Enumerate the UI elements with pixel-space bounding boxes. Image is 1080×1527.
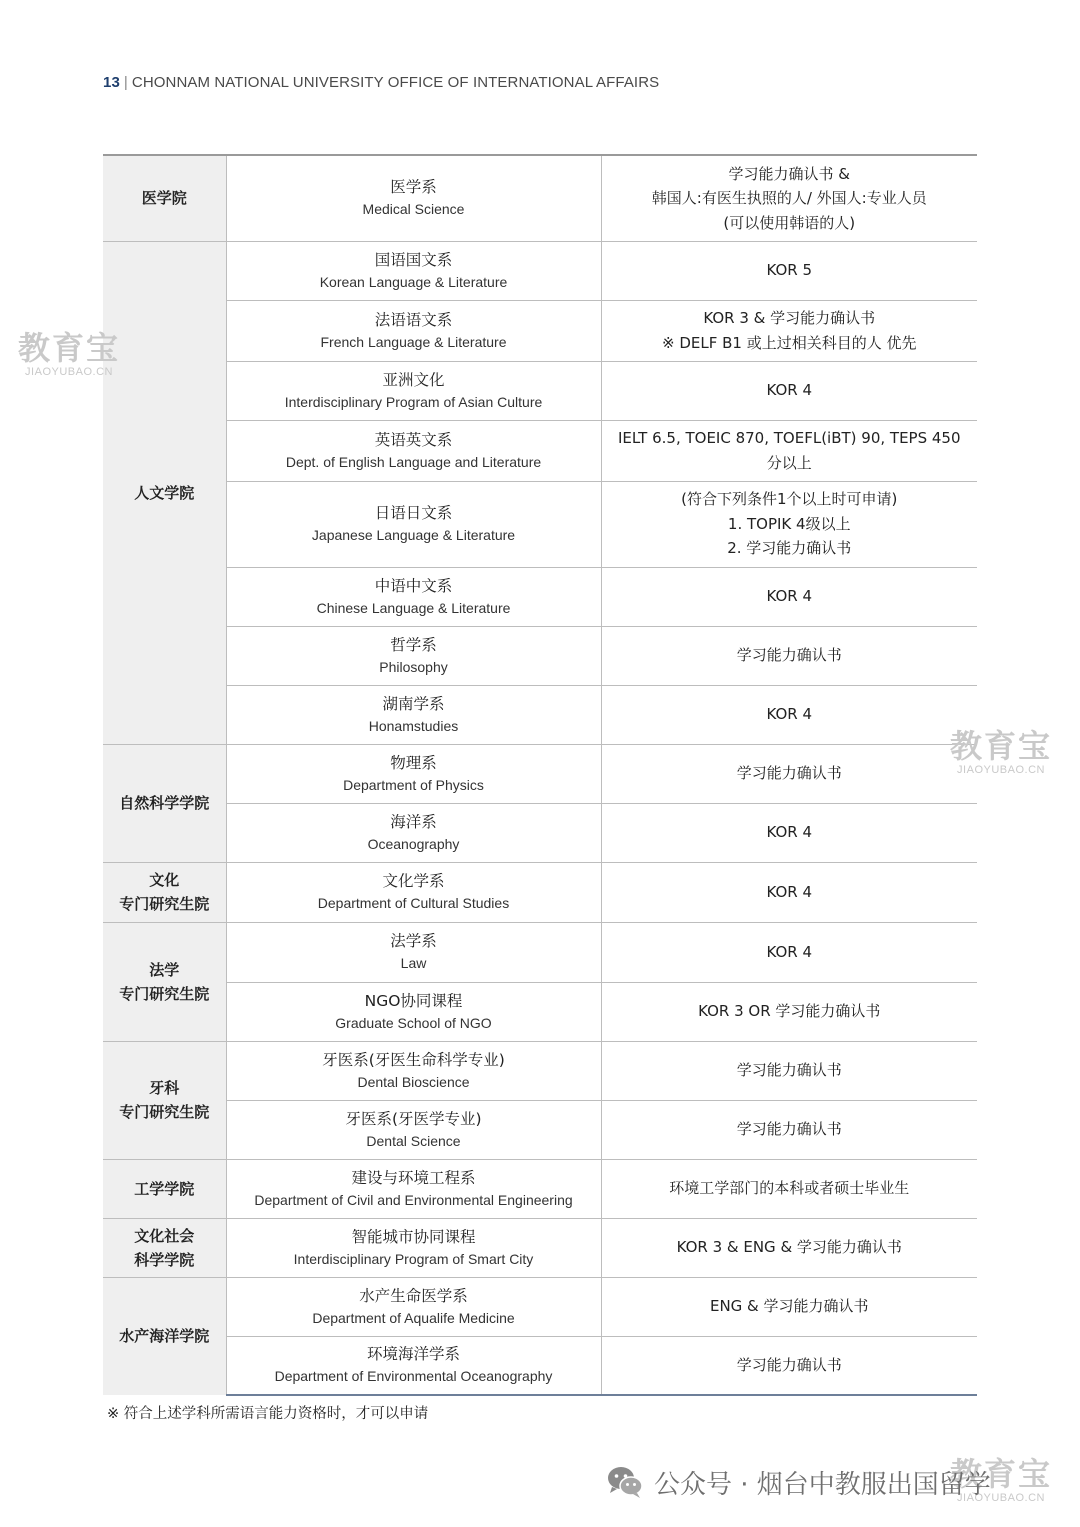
requirement-cell	[601, 567, 977, 626]
department-cell	[226, 982, 601, 1041]
department-name-en: Dental Science	[366, 1132, 461, 1149]
college-name-line: 专门研究生院	[119, 895, 210, 913]
requirement-line: 1. TOPIK 4级以上	[727, 514, 851, 533]
requirement-cell	[601, 803, 977, 862]
requirement-cell	[601, 481, 977, 567]
department-name-zh: 哲学系	[390, 635, 437, 654]
department-name-en: Department of Civil and Environmental Engineering	[254, 1191, 573, 1208]
department-cell	[226, 685, 601, 744]
college-name	[103, 1218, 226, 1277]
college-name	[103, 1159, 226, 1218]
department-name-zh: 国语国文系	[374, 250, 453, 269]
college-name-line: 文化	[149, 871, 180, 889]
college-name-line: 医学院	[141, 189, 187, 208]
requirement-cell	[601, 300, 977, 361]
college-name-line: 法学	[149, 960, 180, 979]
requirement-line: KOR 4	[766, 823, 813, 842]
requirement-line: KOR 4	[766, 882, 813, 901]
requirement-line: (可以使用韩语的人)	[723, 213, 856, 232]
department-name-zh: 医学系	[390, 178, 437, 197]
requirement-cell	[601, 685, 977, 744]
wechat-label: 公众号 · 烟台中教服出国留学	[654, 1469, 991, 1500]
department-cell	[226, 803, 601, 862]
college-name-line: 专门研究生院	[119, 1103, 210, 1121]
department-name-en: French Language & Literature	[320, 333, 507, 350]
college-name	[103, 1041, 226, 1159]
department-name-en: Japanese Language & Literature	[311, 527, 516, 543]
page-header	[103, 74, 659, 91]
department-cell	[226, 744, 601, 803]
college-name-line: 水产海洋学院	[119, 1327, 210, 1346]
requirement-cell	[601, 1336, 977, 1395]
college-name-line: 工学学院	[134, 1179, 195, 1198]
table-row	[103, 1218, 977, 1277]
table-row	[103, 803, 977, 862]
table-row	[103, 241, 977, 300]
requirement-line: KOR 4	[766, 942, 813, 961]
watermark-text: 教育宝	[18, 329, 121, 367]
table-row	[103, 361, 977, 420]
requirement-cell	[601, 241, 977, 300]
department-name-en: Department of Environmental Oceanography	[274, 1368, 553, 1385]
requirement-line: KOR 3 & ENG & 学习能力确认书	[676, 1238, 902, 1257]
department-name-en: Department of Physics	[343, 776, 484, 793]
department-name-zh: 湖南学系	[382, 694, 445, 713]
table-row	[103, 420, 977, 481]
college-name	[103, 922, 226, 1041]
department-name-zh: 环境海洋学系	[366, 1345, 460, 1364]
requirement-line: 韩国人:有医生执照的人/ 外国人:专业人员	[651, 189, 927, 207]
department-name-zh: 中语中文系	[374, 576, 453, 595]
college-name	[103, 1277, 226, 1395]
watermark-url: JIAOYUBAO.CN	[25, 366, 113, 378]
requirement-cell	[601, 155, 977, 241]
requirement-cell	[601, 626, 977, 685]
department-cell	[226, 1277, 601, 1336]
department-cell	[226, 922, 601, 982]
department-name-en: Korean Language & Literature	[319, 273, 508, 290]
table-row	[103, 481, 977, 567]
table-row	[103, 922, 977, 982]
college-name	[103, 744, 226, 862]
wechat-icon	[606, 1465, 644, 1499]
college-name-line: 科学学院	[134, 1250, 195, 1269]
requirement-line: 学习能力确认书	[736, 764, 842, 783]
department-name-en: Department of Aqualife Medicine	[312, 1309, 515, 1326]
requirement-line: KOR 3 OR 学习能力确认书	[698, 1002, 881, 1021]
department-name-en: Medical Science	[362, 201, 465, 218]
department-name-zh: NGO协同课程	[364, 991, 463, 1010]
department-cell	[226, 626, 601, 685]
department-name-zh: 日语日文系	[374, 504, 453, 522]
requirement-cell	[601, 1277, 977, 1336]
department-name-zh: 物理系	[390, 753, 437, 772]
department-name-zh: 海洋系	[390, 812, 437, 831]
requirement-cell	[601, 982, 977, 1041]
department-cell	[226, 1218, 601, 1277]
requirement-cell	[601, 1100, 977, 1159]
college-name	[103, 241, 226, 744]
table-row	[103, 567, 977, 626]
college-name-line: 文化社会	[134, 1226, 195, 1245]
department-cell	[226, 1100, 601, 1159]
department-cell	[226, 862, 601, 922]
department-name-en: Chinese Language & Literature	[316, 599, 511, 616]
department-name-zh: 智能城市协同课程	[351, 1227, 476, 1246]
requirement-line: ※ DELF B1 或上过相关科目的人 优先	[662, 333, 917, 352]
header-separator: |	[123, 74, 128, 91]
department-cell	[226, 481, 601, 567]
table-row	[103, 1277, 977, 1336]
college-name	[103, 862, 226, 922]
department-name-zh: 文化学系	[382, 872, 445, 890]
department-name-en: Interdisciplinary Program of Asian Culture	[284, 393, 543, 410]
watermark-left	[18, 330, 120, 379]
department-cell	[226, 1041, 601, 1100]
table-row	[103, 862, 977, 922]
requirement-line: ENG & 学习能力确认书	[709, 1297, 869, 1316]
department-name-en: Oceanography	[367, 835, 460, 852]
requirement-line: KOR 4	[766, 587, 813, 606]
department-name-zh: 法学系	[390, 932, 437, 950]
department-name-zh: 亚洲文化	[382, 370, 445, 389]
department-cell	[226, 1336, 601, 1395]
department-cell	[226, 155, 601, 241]
table-row	[103, 1100, 977, 1159]
requirement-line: 分以上	[766, 453, 812, 472]
department-cell	[226, 1159, 601, 1218]
requirement-line: 学习能力确认书	[736, 1356, 842, 1374]
table-row	[103, 1041, 977, 1100]
requirement-cell	[601, 420, 977, 481]
requirement-line: KOR 5	[766, 261, 813, 280]
watermark-text: 教育宝	[950, 727, 1053, 765]
department-cell	[226, 567, 601, 626]
requirements-table	[103, 154, 977, 1396]
table-row	[103, 744, 977, 803]
department-cell	[226, 300, 601, 361]
college-name-line: 牙科	[149, 1079, 180, 1097]
department-name-en: Department of Cultural Studies	[317, 895, 510, 911]
college-name	[103, 155, 226, 241]
requirement-line: IELT 6.5, TOEIC 870, TOEFL(iBT) 90, TEPS 450	[617, 429, 961, 447]
department-name-en: Law	[400, 955, 427, 971]
requirement-cell	[601, 361, 977, 420]
table-row	[103, 982, 977, 1041]
college-name-line: 自然科学学院	[119, 794, 210, 812]
department-name-zh: 建设与环境工程系	[351, 1168, 476, 1187]
header-title: CHONNAM NATIONAL UNIVERSITY OFFICE OF INTERNATIONAL AFFAIRS	[131, 74, 660, 91]
department-cell	[226, 241, 601, 300]
watermark-right	[950, 728, 1052, 777]
table-row	[103, 300, 977, 361]
requirement-cell	[601, 922, 977, 982]
requirement-cell	[601, 744, 977, 803]
department-name-zh: 水产生命医学系	[359, 1286, 468, 1305]
watermark-url: JIAOYUBAO.CN	[957, 1492, 1045, 1504]
department-cell	[226, 420, 601, 481]
department-name-en: Interdisciplinary Program of Smart City	[293, 1250, 534, 1267]
table-row	[103, 626, 977, 685]
college-name-line: 专门研究生院	[119, 984, 210, 1003]
wechat-account	[606, 1462, 991, 1502]
page-number: 13	[103, 74, 120, 91]
requirement-line: KOR 4	[766, 381, 813, 400]
department-cell	[226, 361, 601, 420]
requirement-line: 学习能力确认书	[736, 646, 842, 665]
department-name-zh: 英语英文系	[374, 430, 453, 449]
college-name-line: 人文学院	[134, 483, 195, 502]
requirement-line: KOR 3 & 学习能力确认书	[703, 309, 876, 327]
watermark-text: 教育宝	[950, 1455, 1053, 1493]
requirement-line: 环境工学部门的本科或者硕士毕业生	[669, 1179, 910, 1198]
footnote: ※ 符合上述学科所需语言能力资格时，才可以申请	[107, 1406, 429, 1422]
table-row	[103, 1336, 977, 1395]
department-name-en: Honamstudies	[368, 717, 459, 734]
department-name-en: Philosophy	[379, 658, 448, 675]
department-name-en: Dept. of English Language and Literature	[285, 453, 542, 470]
requirement-line: 学习能力确认书	[736, 1120, 842, 1139]
department-name-en: Dental Bioscience	[357, 1073, 470, 1090]
department-name-zh: 牙医系(牙医学专业)	[345, 1109, 482, 1128]
department-name-zh: 法语语文系	[374, 310, 453, 329]
table-row	[103, 685, 977, 744]
watermark-url: JIAOYUBAO.CN	[957, 764, 1045, 776]
requirement-line: 学习能力确认书	[736, 1061, 842, 1080]
table-row	[103, 1159, 977, 1218]
table-row	[103, 155, 977, 241]
requirement-cell	[601, 1159, 977, 1218]
requirement-line: 学习能力确认书 &	[728, 164, 850, 183]
requirement-line: (符合下列条件1个以上时可申请)	[681, 490, 898, 509]
requirement-line: 2. 学习能力确认书	[727, 539, 852, 558]
requirement-cell	[601, 1041, 977, 1100]
department-name-en: Graduate School of NGO	[335, 1014, 492, 1031]
requirement-cell	[601, 1218, 977, 1277]
requirement-line: KOR 4	[766, 705, 813, 724]
department-name-zh: 牙医系(牙医生命科学专业)	[322, 1050, 505, 1069]
requirement-cell	[601, 862, 977, 922]
